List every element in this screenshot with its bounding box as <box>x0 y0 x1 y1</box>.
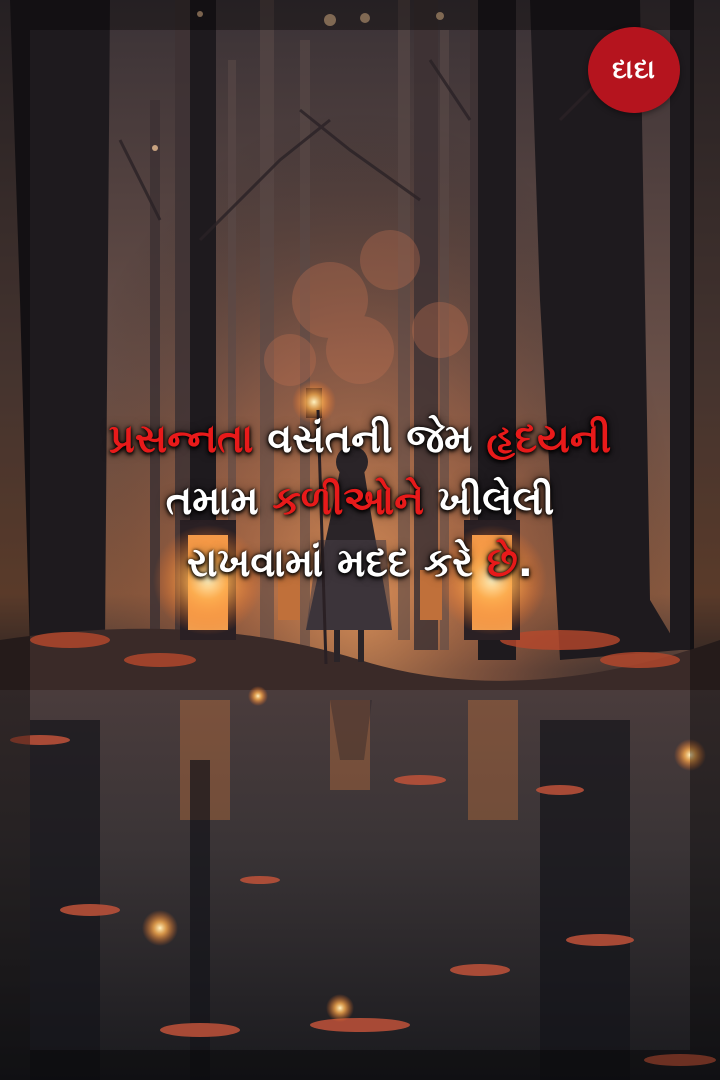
quote-word: છે <box>486 540 518 586</box>
quote-word: હૃદયની <box>486 416 612 462</box>
brand-logo-badge <box>588 27 680 113</box>
quote-word: ખીલેલી <box>424 478 555 524</box>
quote-line-3 <box>0 532 720 594</box>
quote-word: પ્રસન્નતા <box>108 416 254 462</box>
quote-word: વસંતની જેમ <box>253 416 487 462</box>
quote-line-1 <box>0 408 720 470</box>
quote-word: તમામ <box>165 478 273 524</box>
quote-line-2 <box>0 470 720 532</box>
quote-word: . <box>517 540 533 586</box>
quote-word: કળીઓને <box>272 478 425 524</box>
brand-logo-text: દાદા <box>612 54 656 85</box>
quote-word: રાખવામાં મદદ કરે <box>187 540 487 586</box>
gujarati-quote <box>0 408 720 594</box>
